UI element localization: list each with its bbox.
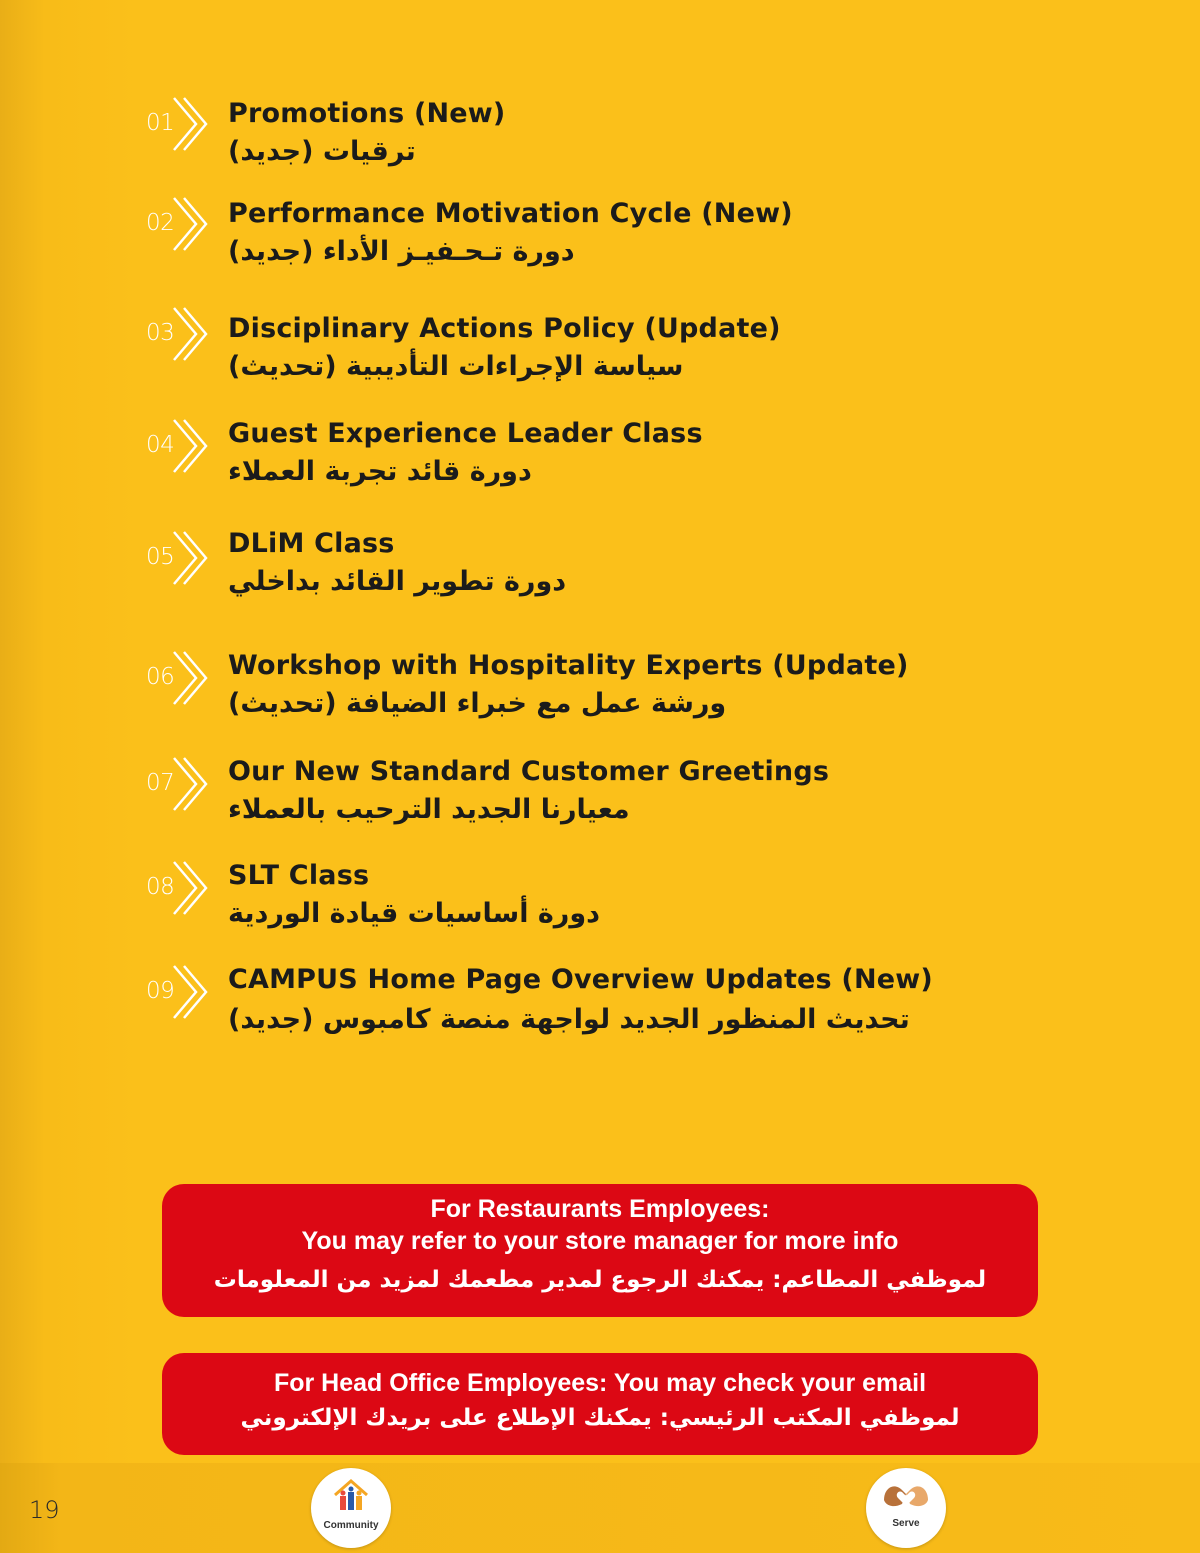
item-number: 03 xyxy=(146,320,175,346)
item-title-ar: تحديث المنظور الجديد لواجهة منصة كامبوس (جديد) xyxy=(228,1004,910,1035)
item-title-ar: ترقيات (جديد) xyxy=(228,136,416,167)
item-title-en: Performance Motivation Cycle (New) xyxy=(228,198,793,229)
head-office-info-box xyxy=(162,1353,1038,1455)
agenda-item xyxy=(140,98,1140,200)
agenda-item xyxy=(140,418,1140,522)
double-chevron-icon xyxy=(166,530,210,586)
item-title-en: DLiM Class xyxy=(228,528,395,559)
restaurants-text-ar: لموظفي المطاعم: يمكنك الرجوع لمدير مطعمك لمزيد من المعلومات xyxy=(213,1267,987,1293)
double-chevron-icon xyxy=(166,650,210,706)
item-number: 07 xyxy=(146,770,175,796)
item-title-en: CAMPUS Home Page Overview Updates (New) xyxy=(228,964,933,995)
page-number: 19 xyxy=(29,1496,60,1524)
item-title-ar: معيارنا الجديد الترحيب بالعملاء xyxy=(228,794,630,825)
community-house-icon xyxy=(331,1477,371,1515)
agenda-item xyxy=(140,650,1140,754)
footer-bar xyxy=(0,1463,1200,1553)
double-chevron-icon xyxy=(166,756,210,812)
restaurants-text-en: You may refer to your store manager for more info xyxy=(301,1227,899,1255)
item-title-en: Workshop with Hospitality Experts (Update) xyxy=(228,650,909,681)
item-title-en: Our New Standard Customer Greetings xyxy=(228,756,830,787)
item-number: 06 xyxy=(146,664,175,690)
restaurants-info-box xyxy=(162,1184,1038,1317)
head-office-text-ar: لموظفي المكتب الرئيسي: يمكنك الإطلاع على بريدك الإلكتروني xyxy=(240,1405,960,1431)
item-title-en: Guest Experience Leader Class xyxy=(228,418,703,449)
double-chevron-icon xyxy=(166,860,210,916)
item-title-en: Promotions (New) xyxy=(228,98,506,129)
agenda-item xyxy=(140,198,1140,300)
head-office-text-en: For Head Office Employees: You may check your email xyxy=(273,1369,927,1397)
agenda-item xyxy=(140,860,1140,964)
item-title-ar: ورشة عمل مع خبراء الضيافة (تحديث) xyxy=(228,688,727,719)
double-chevron-icon xyxy=(166,196,210,252)
community-badge xyxy=(311,1468,391,1548)
item-title-ar: سياسة الإجراءات التأديبية (تحديث) xyxy=(228,351,684,382)
double-chevron-icon xyxy=(166,964,210,1020)
agenda-item xyxy=(140,313,1140,410)
item-title-ar: دورة قائد تجربة العملاء xyxy=(228,456,532,487)
item-number: 08 xyxy=(146,874,175,900)
double-chevron-icon xyxy=(166,96,210,152)
agenda-item xyxy=(140,964,1140,1068)
agenda-item xyxy=(140,756,1140,860)
double-chevron-icon xyxy=(166,418,210,474)
item-title-ar: دورة تطوير القائد بداخلي xyxy=(228,566,567,597)
item-number: 09 xyxy=(146,978,175,1004)
item-number: 04 xyxy=(146,432,175,458)
restaurants-heading: For Restaurants Employees: xyxy=(430,1195,770,1223)
community-label: Community xyxy=(323,1520,379,1531)
item-title-ar: دورة أساسيات قيادة الوردية xyxy=(228,898,600,929)
item-number: 05 xyxy=(146,544,175,570)
serve-badge xyxy=(866,1468,946,1548)
item-title-en: SLT Class xyxy=(228,860,370,891)
serve-label: Serve xyxy=(892,1518,920,1529)
agenda-item xyxy=(140,528,1140,634)
item-title-en: Disciplinary Actions Policy (Update) xyxy=(228,313,781,344)
item-title-ar: دورة تـحـفيـز الأداء (جديد) xyxy=(228,236,575,267)
item-number: 02 xyxy=(146,210,175,236)
item-number: 01 xyxy=(146,110,175,136)
double-chevron-icon xyxy=(166,306,210,362)
heart-hands-icon xyxy=(880,1478,932,1514)
